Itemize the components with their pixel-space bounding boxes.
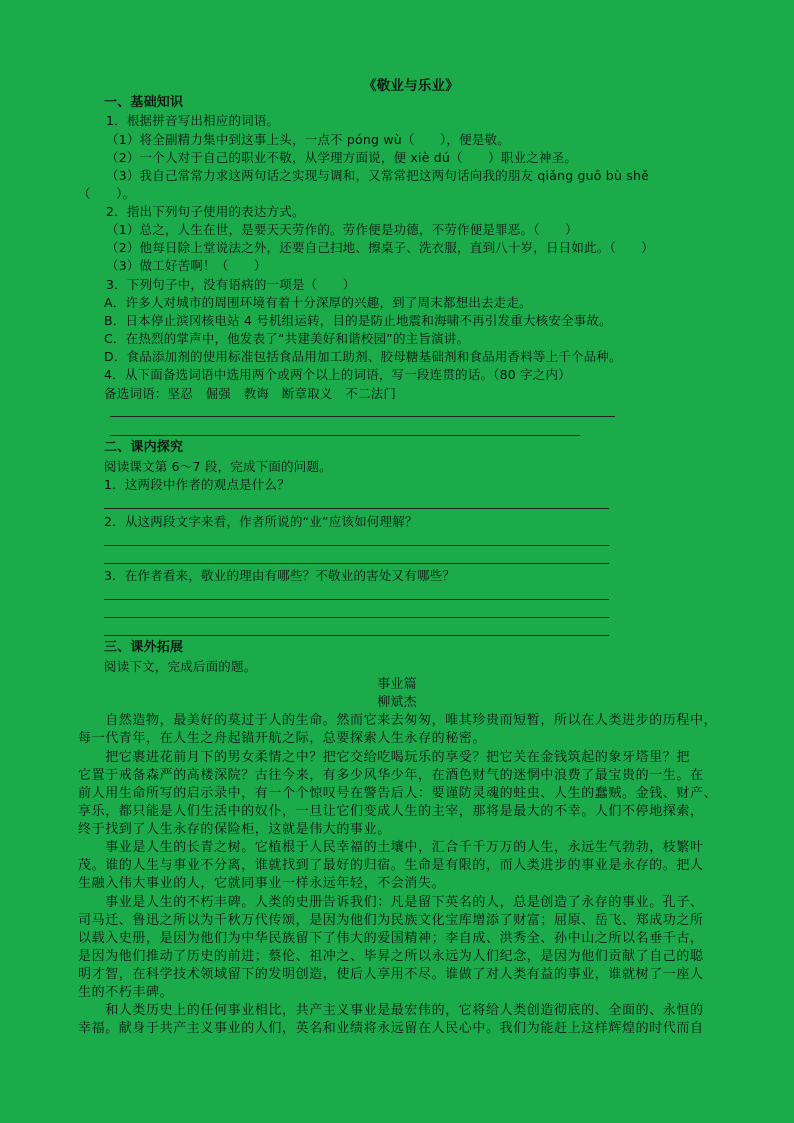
article-line: 自然造物，最美好的莫过于人的生命。然而它来去匆匆，唯其珍贵而短暂，所以在人类进步的历程中， <box>78 713 718 728</box>
answer-line <box>104 563 609 564</box>
article-line: 明才智，在科学技术领域留下的发明创造，使后人享用不尽。谁做了对人类有益的事业，谁就树了一座人 <box>78 967 704 982</box>
article-line: 生融入伟大事业的人，它就同事业一样永远年轻，不会消失。 <box>78 876 446 891</box>
q2-item-c: （3）做工好苦啊！（ ） <box>106 258 267 273</box>
q2-item-a: （1）总之，人生在世，是要天天劳作的。劳作便是功德，不劳作便是罪恶。（ ） <box>106 222 578 237</box>
q1-item-b: （2）一个人对于自己的职业不敬，从学理方面说，便 xiè dú（ ）职业之神圣。 <box>106 150 578 165</box>
article-line: 终于找到了人生永存的保险柜，这就是伟大的事业。 <box>78 822 391 837</box>
article-line: 以载入史册，是因为他们为中华民族留下了伟大的爱国精神；李自成、洪秀全、孙中山之所以名垂千古， <box>78 931 704 946</box>
article-line: 司马迁、鲁迅之所以为千秋万代传颂，是因为他们为民族文化宝库增添了财富；屈原、岳飞、郑成功之所 <box>78 913 704 928</box>
section3-intro: 阅读下文，完成后面的题。 <box>104 659 257 674</box>
section2-q1: 1．这两段中作者的观点是什么？ <box>104 477 290 492</box>
section2-heading: 二、课内探究 <box>104 440 184 455</box>
article-author: 柳斌杰 <box>377 695 417 710</box>
q1-item-c-cont: （ ）。 <box>78 186 136 201</box>
answer-line <box>104 545 609 546</box>
answer-line <box>110 435 580 436</box>
article-line: 生的不朽丰碑。 <box>78 985 174 1000</box>
q1-intro: 1．根据拼音写出相应的词语。 <box>106 113 280 128</box>
q3-option-d: D．食品添加剂的使用标准包括食品用加工助剂、胶母糖基础剂和食品用香料等上千个品种。 <box>104 349 622 364</box>
article-line: 茂。谁的人生与事业不分离，谁就找到了最好的归宿。生命是有限的，而人类进步的事业是永存的。把人 <box>78 858 704 873</box>
q3-option-c: C．在热烈的掌声中，他发表了“共建美好和谐校园”的主旨演讲。 <box>104 331 470 346</box>
answer-line <box>110 416 615 417</box>
article-line: 享乐，都只能是人们生活中的奴仆，一旦让它们变成人生的主宰，那将是最大的不幸。人们不停地探索， <box>78 804 704 819</box>
article-line: 每一代青年，在人生之舟起锚开航之际，总要探索人生永存的秘密。 <box>78 731 487 746</box>
answer-line <box>104 599 609 600</box>
section2-q2: 2．从这两段文字来看，作者所说的“业”应该如何理解？ <box>104 514 418 529</box>
page-title: 《敬业与乐业》 <box>363 78 459 94</box>
article-line: 前人用生命所写的启示录中，有一个个惊叹号在警告后人：要谨防灵魂的蛀虫、人生的蠢贼。金钱、财产、 <box>78 786 718 801</box>
answer-line <box>104 508 609 509</box>
article-title: 事业篇 <box>377 677 417 692</box>
article-line: 它置于戒备森严的高楼深院？古往今来，有多少风华少年，在酒色财气的迷惘中浪费了最宝贵的一生。在 <box>78 768 704 783</box>
section3-heading: 三、课外拓展 <box>104 640 184 655</box>
article-line: 事业是人生的不朽丰碑。人类的史册告诉我们：凡是留下英名的人，总是创造了永存的事业。孔子、 <box>78 895 704 910</box>
answer-line <box>104 617 609 618</box>
section2-intro: 阅读课文第 6～7 段，完成下面的问题。 <box>104 459 332 474</box>
q1-item-c: （3）我自己常常力求这两句话之实现与调和，又常常把这两句话向我的朋友 qiǎng guō bù shě <box>106 168 649 183</box>
answer-line <box>104 635 609 636</box>
article-line: 幸福。献身于共产主义事业的人们，英名和业绩将永远留在人民心中。我们为能赶上这样辉煌的时代而自 <box>78 1021 704 1036</box>
section1-heading: 一、基础知识 <box>104 95 184 110</box>
article-line: 和人类历史上的任何事业相比，共产主义事业是最宏伟的，它将给人类创造彻底的、全面的、永恒的 <box>78 1003 704 1018</box>
q3-option-b: B．日本停止滨冈核电站 4 号机组运转，目的是防止地震和海啸不再引发重大核安全事故。 <box>104 313 612 328</box>
section2-q3: 3．在作者看来，敬业的理由有哪些？不敬业的害处又有哪些？ <box>104 568 456 583</box>
article-line: 把它裹进花前月下的男女柔情之中？把它交给吃喝玩乐的享受？把它关在金钱筑起的象牙塔里？把 <box>78 750 691 765</box>
q3-intro: 3．下列句子中，没有语病的一项是（ ） <box>106 277 356 292</box>
q2-item-b: （2）他每日除上堂说法之外，还要自己扫地、擦桌子、洗衣服，直到八十岁，日日如此。（ ） <box>106 240 655 255</box>
article-line: 是因为他们推动了历史的前进；蔡伦、祖冲之、毕昇之所以永远为人们纪念，是因为他们贡献了自己的聪 <box>78 949 704 964</box>
q3-option-a: A．许多人对城市的周围环境有着十分深厚的兴趣，到了周末都想出去走走。 <box>104 295 532 310</box>
q4-word-list: 备选词语：坚忍 倔强 教诲 断章取义 不二法门 <box>104 386 397 401</box>
q4-intro: 4．从下面备选词语中选用两个或两个以上的词语，写一段连贯的话。（80 字之内） <box>104 367 571 382</box>
q1-item-a: （1）将全副精力集中到这事上头，一点不 póng wù（ ），便是敬。 <box>106 132 510 147</box>
article-line: 事业是人生的长青之树。它植根于人民幸福的土壤中，汇合千千万万的人生，永远生气勃勃，枝繁叶 <box>78 840 704 855</box>
q2-intro: 2．指出下列句子使用的表达方式。 <box>106 204 305 219</box>
